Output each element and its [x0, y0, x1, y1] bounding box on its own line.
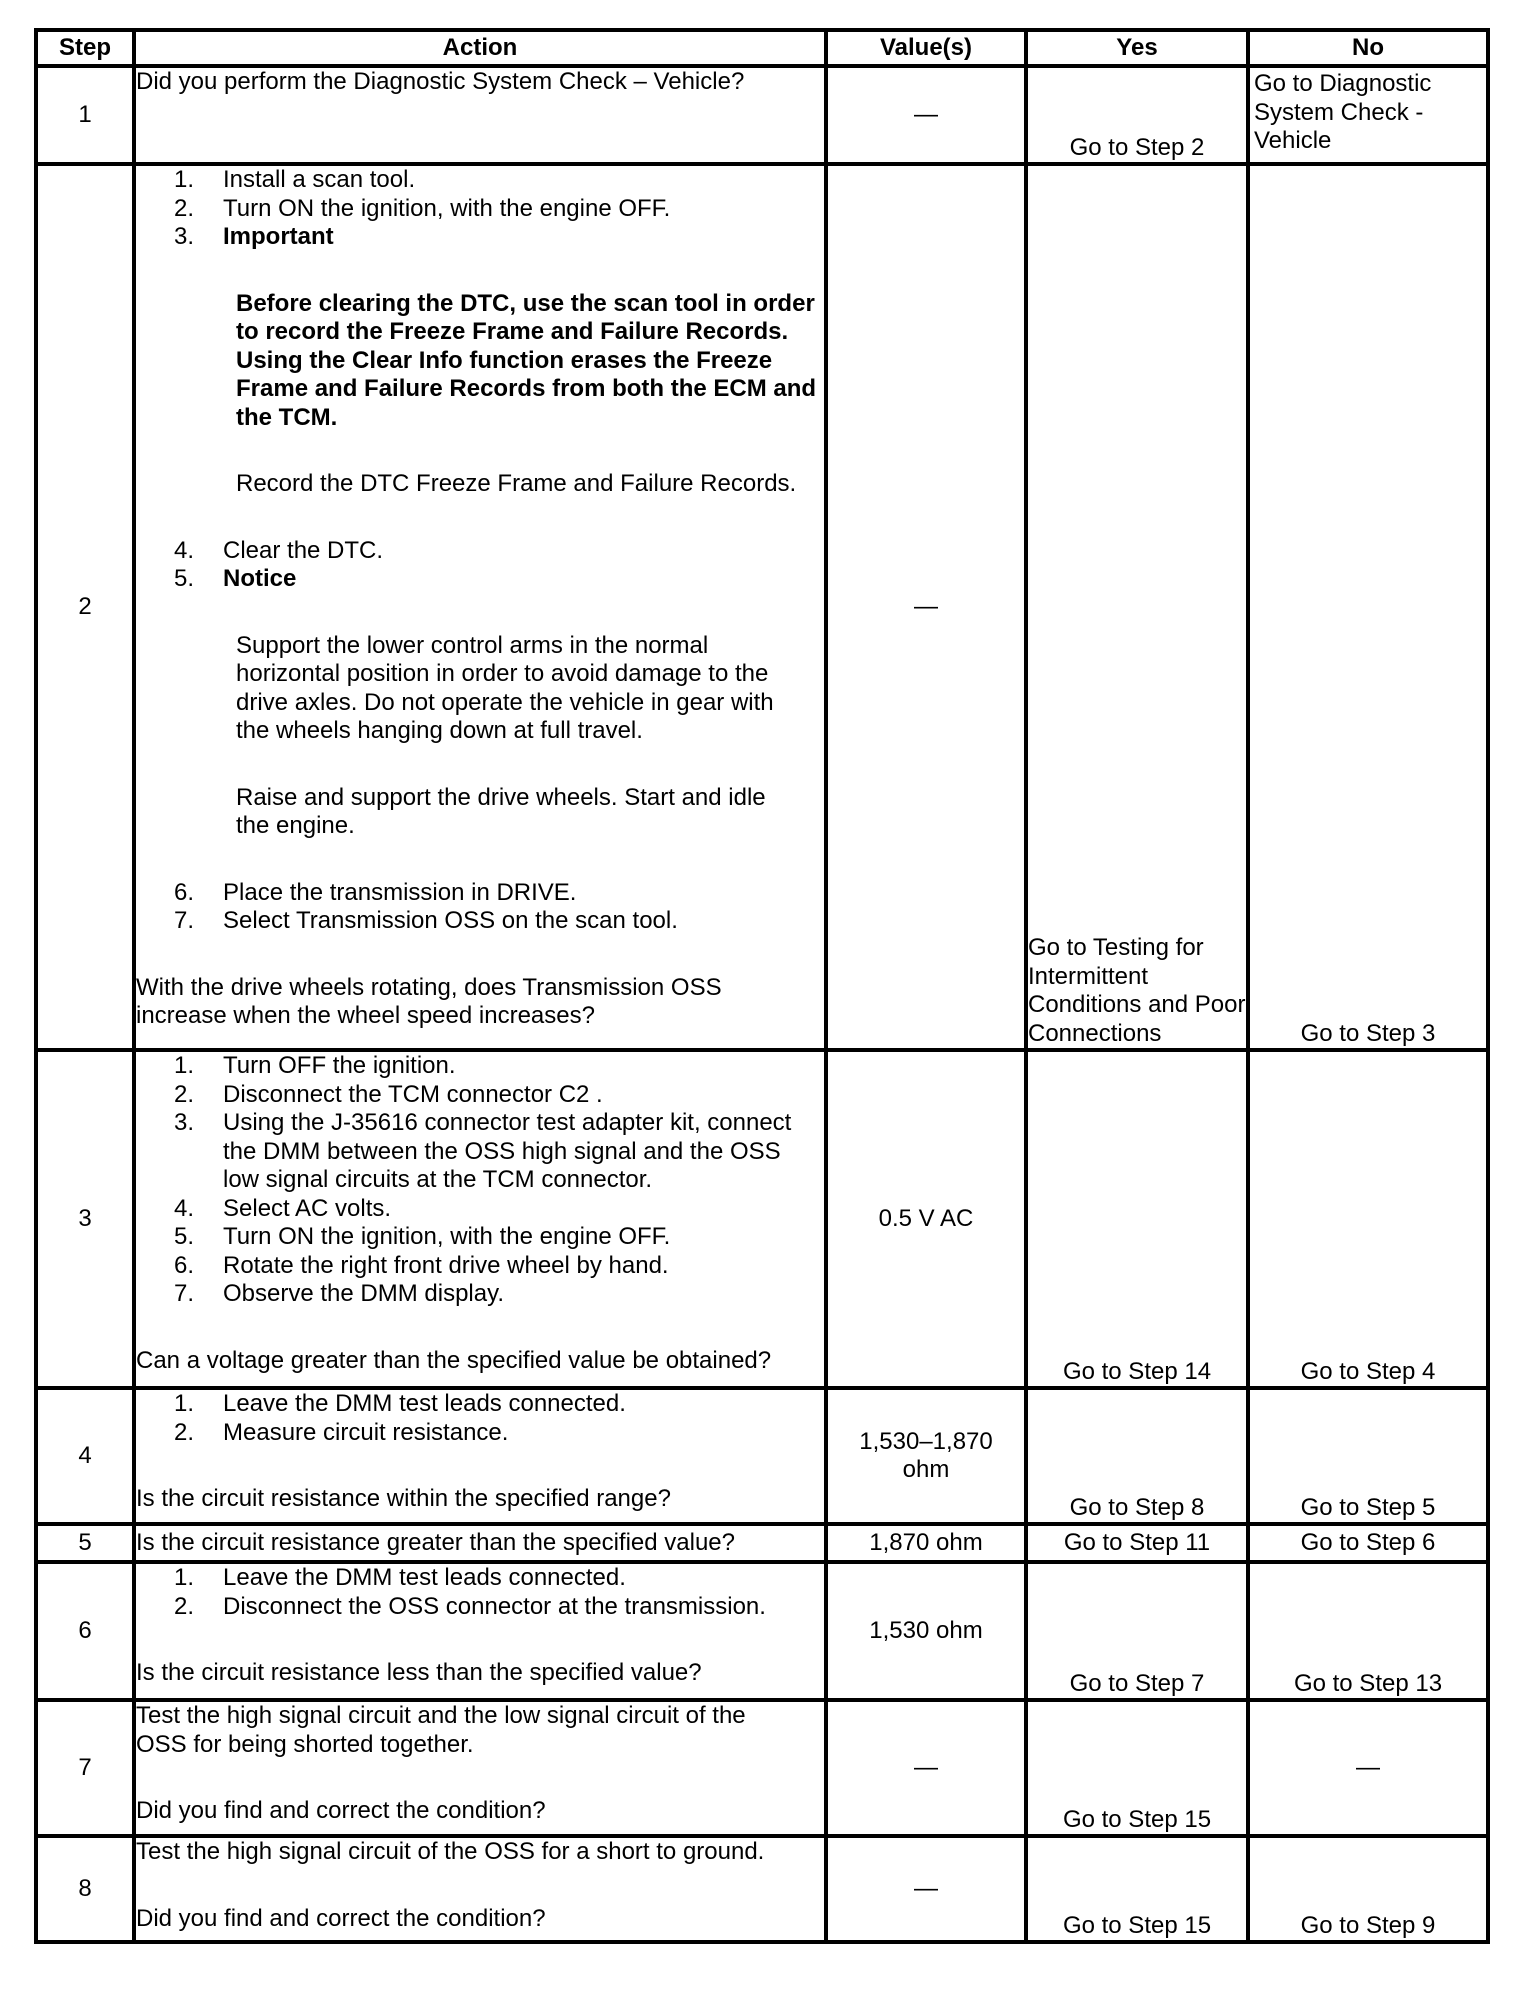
header-values: Value(s)	[826, 30, 1026, 66]
table-row	[36, 1388, 1488, 1524]
raise-text: Raise and support the drive wheels. Start and idle the engine.	[236, 783, 766, 839]
step-number: 4	[36, 1388, 134, 1524]
header-step: Step	[36, 30, 134, 66]
no-cell: Go to Step 13	[1248, 1562, 1488, 1700]
action-question: Is the circuit resistance greater than the specified value?	[136, 1528, 735, 1556]
value-cell: 1,530 ohm	[826, 1562, 1026, 1700]
table-row	[36, 1050, 1488, 1388]
list-item: 4. Clear the DTC.	[173, 536, 384, 564]
table-row	[36, 66, 1488, 164]
action-question: Is the circuit resistance within the specified range?	[136, 1485, 671, 1512]
action-cell	[134, 1388, 826, 1524]
list-item: 5. Turn ON the ignition, with the engine OFF.	[173, 1223, 671, 1250]
value-cell: 1,870 ohm	[826, 1524, 1026, 1562]
action-cell	[134, 1524, 826, 1562]
step-number: 8	[36, 1836, 134, 1942]
list-item: 7. Observe the DMM display.	[173, 1280, 504, 1307]
list-item: 1. Turn OFF the ignition.	[173, 1052, 456, 1079]
value-cell: —	[826, 1700, 1026, 1836]
value-cell: 0.5 V AC	[826, 1050, 1026, 1388]
no-cell: Go to Step 4	[1248, 1050, 1488, 1388]
list-item: 3. Using the J-35616 connector test adapter kit, connect the DMM between the OSS high signal and the OSS low signal circuits at the TCM connector.	[173, 1109, 792, 1193]
list-item: 7. Select Transmission OSS on the scan tool.	[173, 907, 678, 934]
step-number: 5	[36, 1524, 134, 1562]
action-question: Can a voltage greater than the specified value be obtained?	[136, 1346, 772, 1374]
action-cell	[134, 1700, 826, 1836]
yes-cell: Go to Testing for Intermittent Conditions and Poor Connections	[1026, 164, 1248, 1050]
list-item: 2. Measure circuit resistance.	[173, 1418, 509, 1446]
important-text: Before clearing the DTC, use the scan tool in order to record the Freeze Frame and Failure Records. Using the Clear Info function erases the Freeze Frame and Failure Records from both the ECM and the TCM.	[236, 289, 817, 431]
no-cell: Go to Step 3	[1248, 164, 1488, 1050]
notice-text: Support the lower control arms in the normal horizontal position in order to avoid damage to the drive axles. Do not operate the vehicle in gear with the wheels hanging down at full travel.	[236, 631, 774, 744]
no-cell: —	[1248, 1700, 1488, 1836]
table-row	[36, 1700, 1488, 1836]
table-row	[36, 164, 1488, 1050]
yes-cell: Go to Step 11	[1026, 1524, 1248, 1562]
record-text: Record the DTC Freeze Frame and Failure Records.	[236, 470, 797, 497]
no-cell: Go to Diagnostic System Check - Vehicle	[1248, 66, 1488, 164]
action-question: Did you perform the Diagnostic System Check – Vehicle?	[136, 68, 745, 95]
value-cell: —	[826, 1836, 1026, 1942]
action-cell	[134, 1562, 826, 1700]
list-item: 1. Install a scan tool.	[173, 166, 416, 193]
list-item: 2. Disconnect the TCM connector C2 .	[173, 1080, 603, 1108]
value-cell: —	[826, 164, 1026, 1050]
yes-cell: Go to Step 8	[1026, 1388, 1248, 1524]
action-question: Did you find and correct the condition?	[136, 1904, 546, 1932]
table-row	[36, 1836, 1488, 1942]
action-question: Did you find and correct the condition?	[136, 1797, 546, 1824]
step-number: 1	[36, 66, 134, 164]
step-number: 6	[36, 1562, 134, 1700]
action-cell	[134, 164, 826, 1050]
header-yes: Yes	[1026, 30, 1248, 66]
action-question: Is the circuit resistance less than the specified value?	[136, 1659, 702, 1686]
header-no: No	[1248, 30, 1488, 66]
no-cell: Go to Step 6	[1248, 1524, 1488, 1562]
list-item: 1. Leave the DMM test leads connected.	[173, 1390, 626, 1417]
table-row	[36, 1524, 1488, 1562]
action-question: With the drive wheels rotating, does Transmission OSS increase when the wheel speed increases?	[136, 973, 722, 1029]
list-item: 1. Leave the DMM test leads connected.	[173, 1564, 626, 1591]
diagnostic-table	[34, 28, 1490, 1944]
step-number: 3	[36, 1050, 134, 1388]
table-row	[36, 1562, 1488, 1700]
header-action: Action	[134, 30, 826, 66]
action-text: Test the high signal circuit of the OSS for a short to ground.	[136, 1838, 765, 1865]
action-text: Test the high signal circuit and the low signal circuit of the OSS for being shorted together.	[136, 1702, 746, 1758]
list-item: 6. Place the transmission in DRIVE.	[173, 878, 577, 906]
list-item: 6. Rotate the right front drive wheel by hand.	[173, 1251, 669, 1279]
list-item: 4. Select AC volts.	[173, 1194, 392, 1222]
list-item: 3. Important	[173, 223, 334, 250]
action-cell	[134, 66, 826, 164]
yes-cell: Go to Step 2	[1026, 66, 1248, 164]
yes-cell: Go to Step 14	[1026, 1050, 1248, 1388]
header-row	[36, 30, 1488, 66]
list-item: 2. Disconnect the OSS connector at the transmission.	[173, 1592, 766, 1620]
action-cell	[134, 1836, 826, 1942]
step-number: 2	[36, 164, 134, 1050]
yes-cell: Go to Step 15	[1026, 1836, 1248, 1942]
list-item: 5. Notice	[173, 565, 297, 592]
value-cell: 1,530–1,870 ohm	[826, 1388, 1026, 1524]
no-cell: Go to Step 9	[1248, 1836, 1488, 1942]
action-cell	[134, 1050, 826, 1388]
no-cell: Go to Step 5	[1248, 1388, 1488, 1524]
yes-cell: Go to Step 7	[1026, 1562, 1248, 1700]
value-cell: —	[826, 66, 1026, 164]
yes-cell: Go to Step 15	[1026, 1700, 1248, 1836]
list-item: 2. Turn ON the ignition, with the engine OFF.	[173, 194, 671, 222]
step-number: 7	[36, 1700, 134, 1836]
